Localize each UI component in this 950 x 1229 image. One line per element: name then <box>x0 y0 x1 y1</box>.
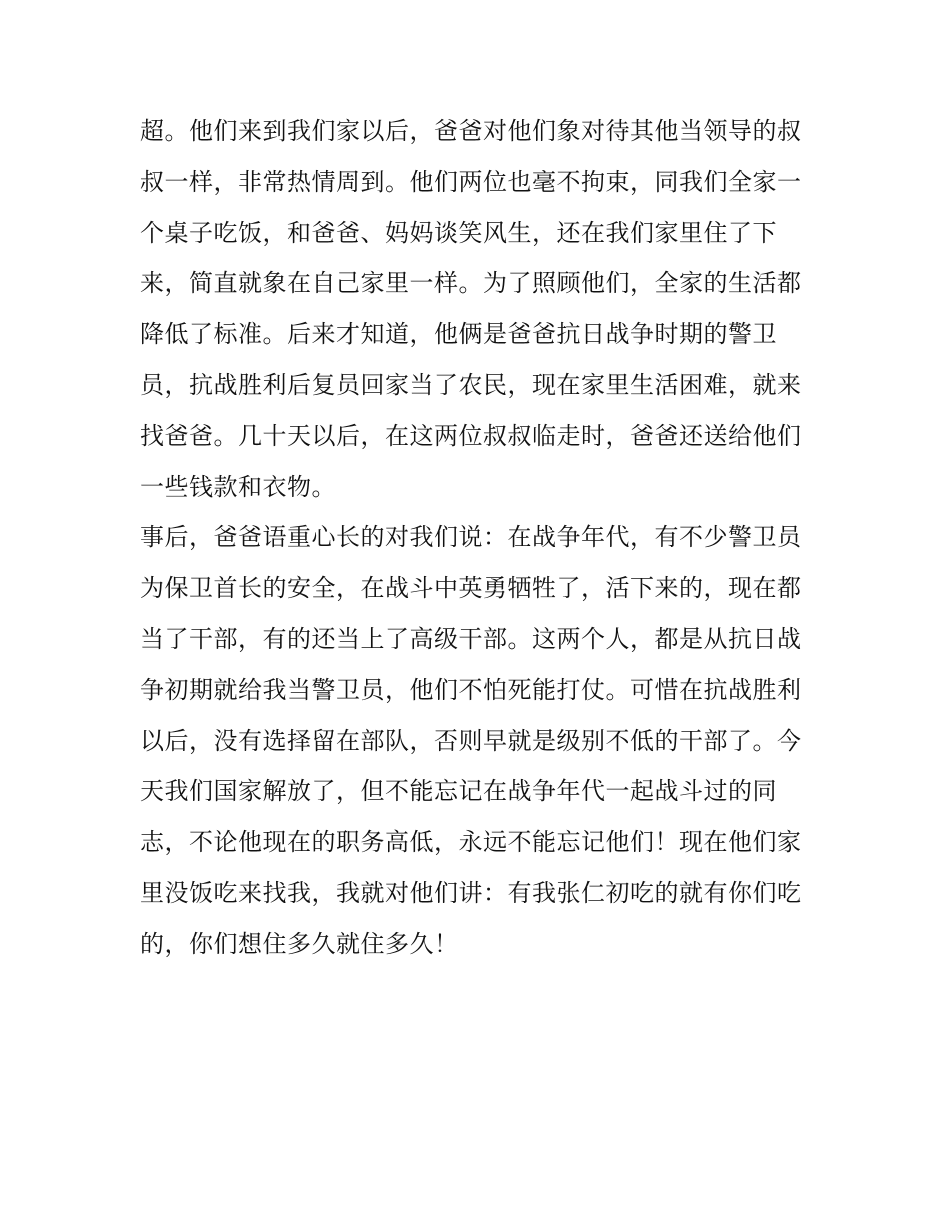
text-line: 为保卫首长的安全，在战斗中英勇牺牲了，活下来的，现在都 <box>140 574 802 603</box>
text-line: 以后，没有选择留在部队，否则早就是级别不低的干部了。今 <box>140 726 802 755</box>
text-line: 当了干部，有的还当上了高级干部。这两个人，都是从抗日战 <box>140 624 802 653</box>
text-line: 来，简直就象在自己家里一样。为了照顾他们，全家的生活都 <box>140 269 802 298</box>
text-line: 志，不论他现在的职务高低，永远不能忘记他们！现在他们家 <box>140 828 802 857</box>
text-line: 个桌子吃饭，和爸爸、妈妈谈笑风生，还在我们家里住了下 <box>140 218 777 247</box>
text-line: 找爸爸。几十天以后，在这两位叔叔临走时，爸爸还送给他们 <box>140 421 802 450</box>
text-line: 天我们国家解放了，但不能忘记在战争年代一起战斗过的同 <box>140 777 777 806</box>
text-line: 员，抗战胜利后复员回家当了农民，现在家里生活困难，就来 <box>140 370 802 399</box>
text-line: 一些钱款和衣物。 <box>140 472 336 501</box>
text-line: 超。他们来到我们家以后，爸爸对他们象对待其他当领导的叔 <box>140 117 802 145</box>
text-line: 事后，爸爸语重心长的对我们说：在战争年代，有不少警卫员 <box>140 523 802 552</box>
body-text <box>140 106 820 970</box>
text-line: 叔一样，非常热情周到。他们两位也毫不拘束，同我们全家一 <box>140 167 802 196</box>
text-line: 降低了标准。后来才知道，他俩是爸爸抗日战争时期的警卫 <box>140 320 777 349</box>
text-line: 的，你们想住多久就住多久！ <box>140 929 459 958</box>
text-line: 争初期就给我当警卫员，他们不怕死能打仗。可惜在抗战胜利 <box>140 675 802 704</box>
text-line: 里没饭吃来找我，我就对他们讲：有我张仁初吃的就有你们吃 <box>140 878 802 907</box>
